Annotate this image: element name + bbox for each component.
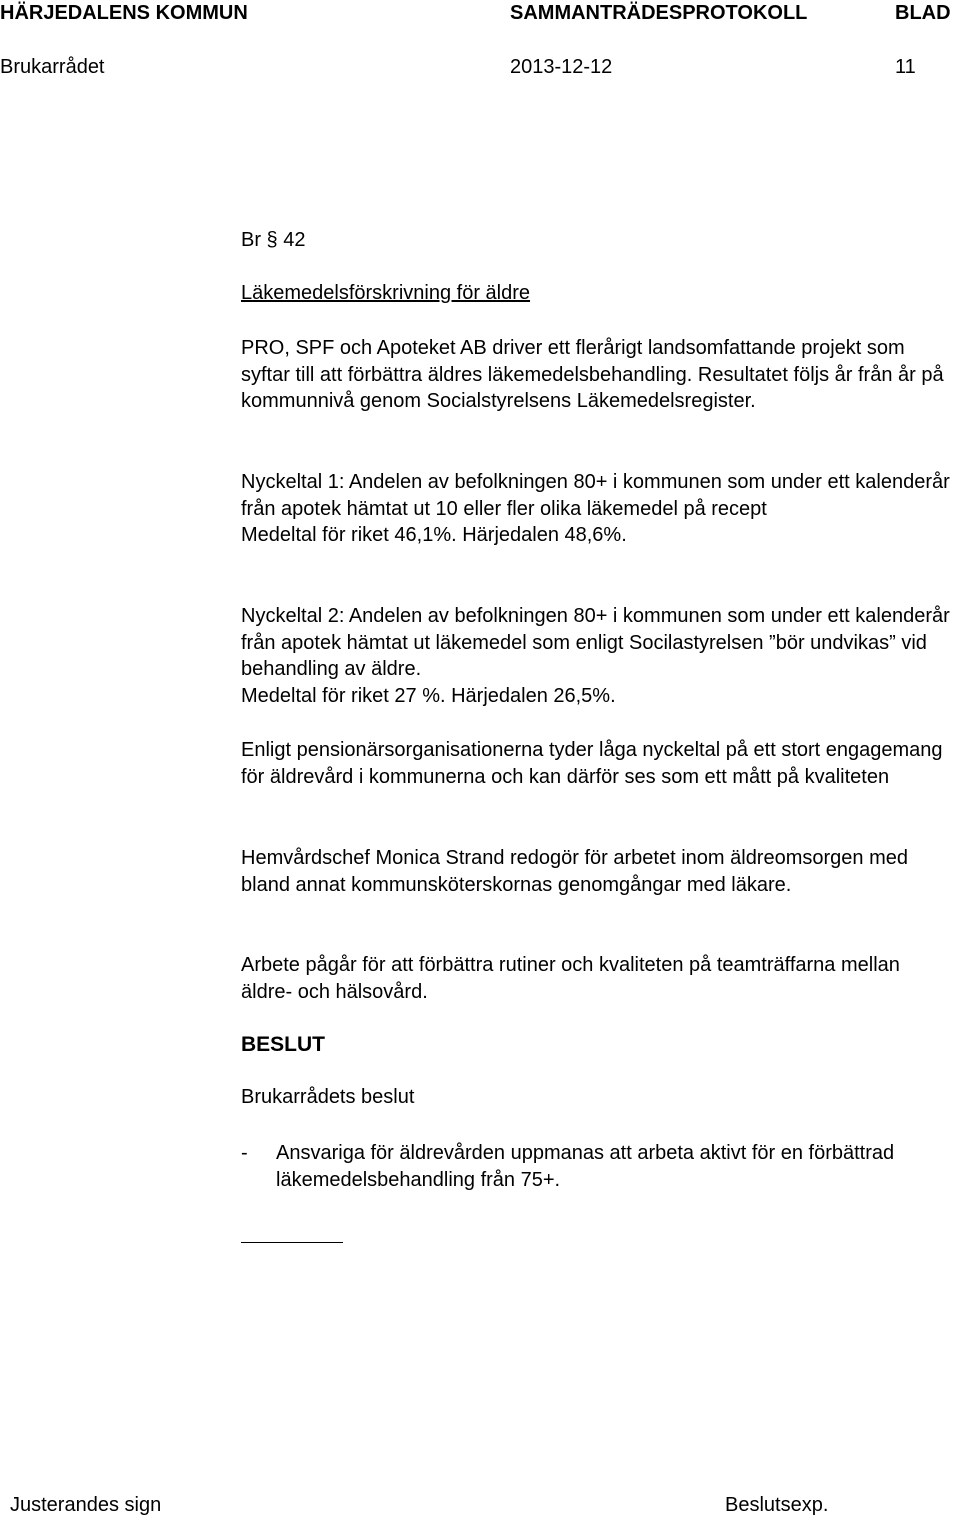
paragraph-background [241,335,956,415]
paragraph-report [241,845,956,898]
organization-name: HÄRJEDALENS KOMMUN [0,2,248,24]
paragraph-indicator-2 [241,603,956,710]
paragraph-text: Arbete pågår för att förbättra rutiner och kvaliteten på teamträffarna mellan äldre- och hälsovård. [241,954,900,1003]
decision-text: Ansvariga för äldrevården uppmanas att arbeta aktivt för en förbättrad läkemedelsbehandling från 75+. [276,1142,895,1191]
footer-dispatch-label: Beslutsexp. [725,1494,829,1516]
paragraph-interpretation [241,737,956,790]
paragraph-indicator-1 [241,469,956,549]
footer-signature-label: Justerandes sign [10,1494,162,1516]
indicator-2-values: Medeltal för riket 27 %. Härjedalen 26,5%. [241,685,616,708]
list-bullet: - [241,1142,248,1164]
section-title: Läkemedelsförskrivning för äldre [241,282,531,304]
decision-heading: BESLUT [241,1033,325,1056]
end-rule [241,1242,343,1243]
indicator-1-values: Medeltal för riket 46,1%. Härjedalen 48,6%. [241,524,627,547]
document-type: SAMMANTRÄDESPROTOKOLL [510,2,808,24]
meeting-body-name: Brukarrådet [0,56,105,78]
paragraph-text: Enligt pensionärsorganisationerna tyder låga nyckeltal på ett stort engagemang för äldrevård i kommunerna och kan därför ses som ett mått på kvaliteten [241,739,943,788]
paragraph-text: PRO, SPF och Apoteket AB driver ett flerårigt landsomfattande projekt som syftar till att förbättra äldres läkemedelsbehandling. Resultatet följs år från år på kommunnivå genom Socialstyrelsens Läkemedelsregister. [241,337,944,413]
paragraph-text: Hemvårdschef Monica Strand redogör för arbetet inom äldreomsorgen med bland annat kommunsköterskornas genomgångar med läkare. [241,847,908,896]
decision-subheading: Brukarrådets beslut [241,1086,415,1108]
indicator-1-definition: Nyckeltal 1: Andelen av befolkningen 80+ i kommunen som under ett kalenderår från apotek hämtat ut 10 eller fler olika läkemedel på recept [241,471,950,520]
section-number: Br § 42 [241,229,306,251]
sheet-label: BLAD [895,2,951,24]
meeting-date: 2013-12-12 [510,56,613,78]
indicator-2-definition: Nyckeltal 2: Andelen av befolkningen 80+ i kommunen som under ett kalenderår från apotek hämtat ut läkemedel som enligt Socilastyrelsen ”bör undvikas” vid behandling av äldre. [241,605,950,681]
paragraph-ongoing-work [241,952,956,1005]
page-number: 11 [895,56,916,78]
